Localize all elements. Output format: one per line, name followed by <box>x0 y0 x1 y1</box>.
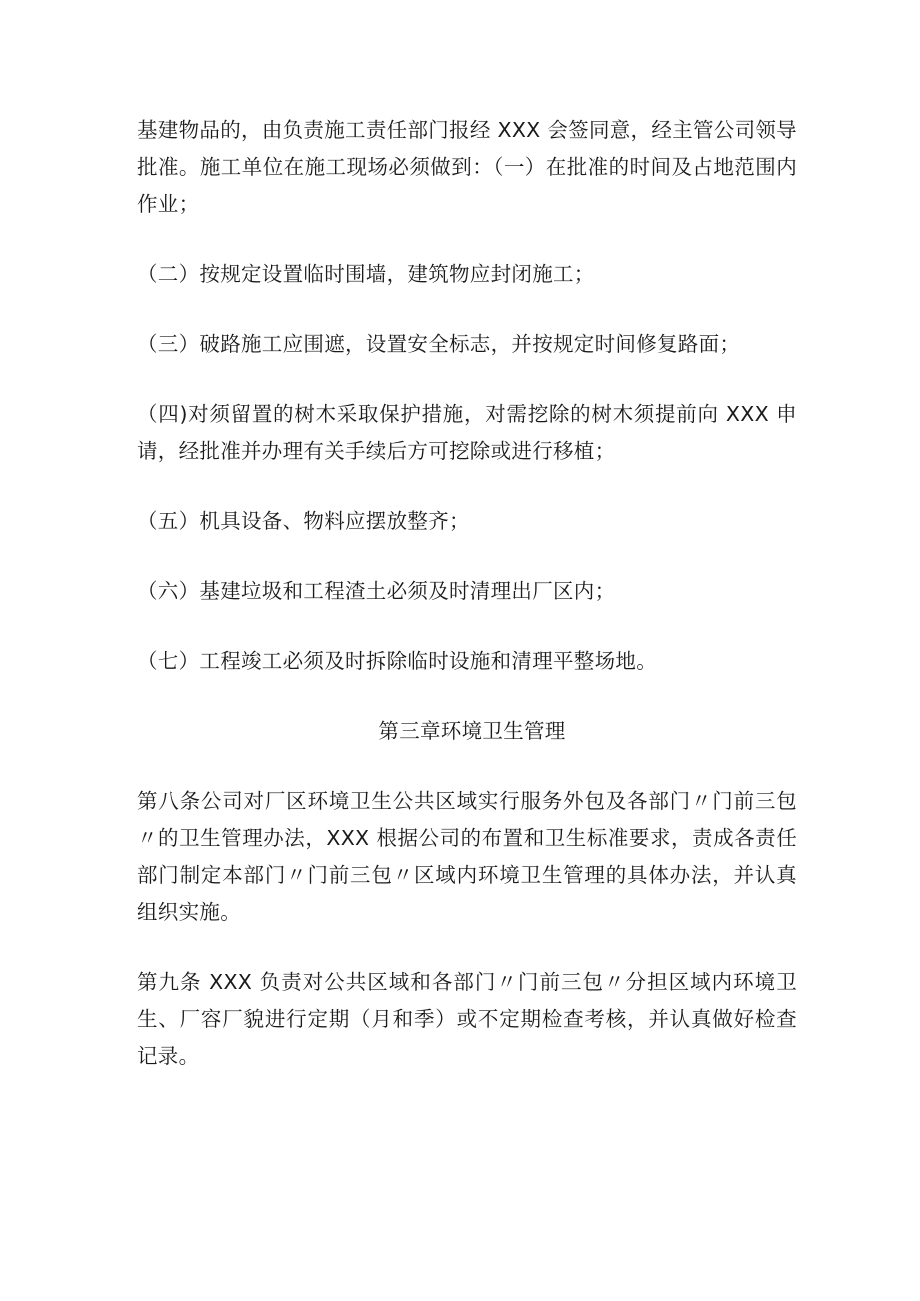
document-page <box>137 112 797 1108</box>
paragraph-item-4: （四)对须留置的树木采取保护措施，对需挖除的树木须提前向 XXX 申请，经批准并办理有关手续后方可挖除或进行移植； <box>137 402 797 463</box>
paragraph-item-6: （六）基建垃圾和工程渣土必须及时清理出厂区内； <box>137 579 616 603</box>
paragraph-item-5: （五）机具设备、物料应摆放整齐； <box>137 509 470 533</box>
article-9: 第九条 XXX 负责对公共区域和各部门〃门前三包〃分担区域内环境卫生、厂容厂貌进行定期（月和季）或不定期检查考核，并认真做好检查记录。 <box>137 970 797 1068</box>
paragraph-item-3: （三）破路施工应围遮，设置安全标志，并按规定时间修复路面； <box>137 332 741 356</box>
paragraph-item-2: （二）按规定设置临时围墙，建筑物应封闭施工； <box>137 262 595 286</box>
paragraph-intro: 基建物品的，由负责施工责任部门报经 XXX 会签同意，经主管公司领导批准。施工单位在施工现场必须做到：（一）在批准的时间及占地范围内作业； <box>137 118 797 216</box>
article-8: 第八条公司对厂区环境卫生公共区域实行服务外包及各部门〃门前三包〃的卫生管理办法，XXX 根据公司的布置和卫生标准要求，责成各责任部门制定本部门〃门前三包〃区域内环境卫生管理的具体办法，并认真组织实施。 <box>137 789 797 924</box>
chapter-heading: 第三章环境卫生管理 <box>378 719 566 743</box>
paragraph-item-7: （七）工程竣工必须及时拆除临时设施和清理平整场地。 <box>137 649 657 673</box>
